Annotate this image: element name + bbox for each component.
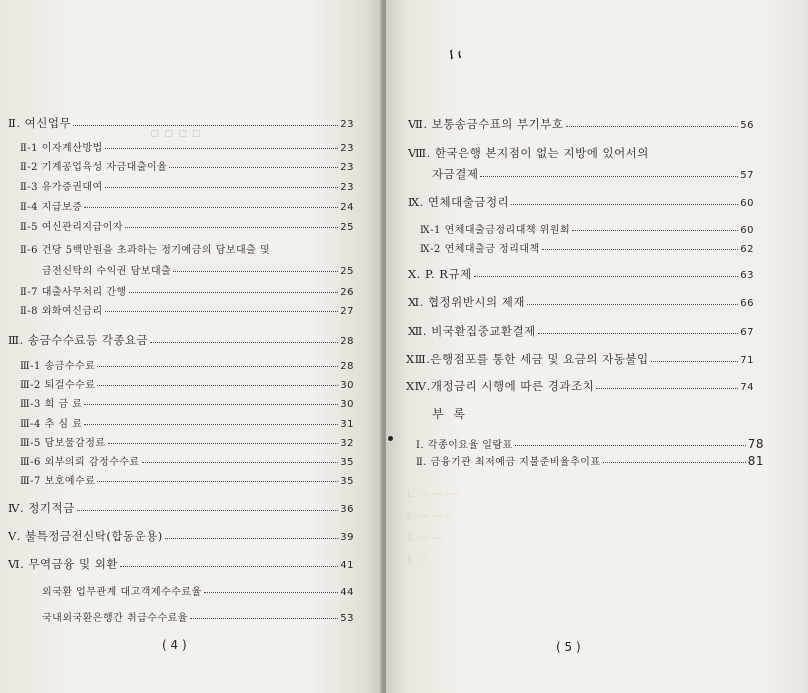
leader-dots <box>120 566 338 567</box>
leader-dots <box>572 230 738 231</box>
toc-entry-page: 57 <box>740 170 754 181</box>
appendix-heading: 부 록 <box>432 407 468 421</box>
bleed-through-text: 2. ···· ···· ·· <box>406 512 452 522</box>
toc-entry-page: 30 <box>340 380 354 391</box>
leader-dots <box>129 292 339 293</box>
toc-entry-title: Ⅱ-5 여신관리지급이자 <box>20 222 123 233</box>
leader-dots <box>84 404 338 405</box>
toc-entry <box>20 453 354 468</box>
left-page-number: ( 4 ) <box>162 638 187 652</box>
toc-entry-title: Ⅲ. 송금수수료등 각종요금 <box>8 333 149 347</box>
toc-entry-page: 60 <box>740 198 754 209</box>
toc-entry <box>20 158 354 173</box>
toc-entry-page: 26 <box>340 287 354 298</box>
toc-entry <box>20 283 354 298</box>
toc-entry-page: 23 <box>340 182 354 193</box>
appendix-entry <box>416 453 764 468</box>
toc-entry-page: 56 <box>740 120 754 131</box>
toc-entry-title: Ⅲ-2 퇴걸수수료 <box>20 380 96 391</box>
toc-entry <box>20 139 354 154</box>
toc-entry-title: XⅣ.개정금리 시행에 따른 경과조치 <box>406 379 595 393</box>
toc-entry <box>408 194 754 210</box>
leader-dots <box>84 424 338 425</box>
toc-entry <box>20 434 354 449</box>
toc-entry <box>42 262 354 277</box>
leader-dots <box>566 126 739 127</box>
right-page-number: ( 5 ) <box>556 640 581 654</box>
toc-entry <box>20 241 354 256</box>
toc-entry-page: 41 <box>340 560 354 571</box>
leader-dots <box>596 388 738 389</box>
toc-entry <box>420 221 754 236</box>
toc-entry-title: Ⅲ-6 외부의뢰 감정수수료 <box>20 457 140 468</box>
toc-entry-title: 자금결제 <box>432 167 479 181</box>
toc-entry-title: Ⅱ-1 이자계산방법 <box>20 143 103 154</box>
toc-entry-title: Ⅹ. P. R규제 <box>408 267 472 281</box>
toc-entry <box>42 583 354 598</box>
leader-dots <box>97 481 338 482</box>
toc-entry-page: 62 <box>740 244 754 255</box>
toc-entry <box>20 178 354 193</box>
toc-entry-title: Ⅺ. 협정위반시의 제재 <box>408 295 525 309</box>
appendix-entry-title: Ⅰ. 각종이요율 일람표 <box>416 440 513 451</box>
toc-entry-page: 24 <box>340 202 354 213</box>
leader-dots <box>84 207 338 208</box>
toc-entry <box>408 116 754 132</box>
toc-entry-page: 71 <box>740 355 754 366</box>
toc-entry <box>8 528 354 544</box>
toc-entry-title: Ⅱ-2 기계공업육성 자금대출이율 <box>20 162 168 173</box>
toc-entry-page: 35 <box>340 476 354 487</box>
toc-entry-page: 67 <box>740 327 754 338</box>
ink-mark: ﾆ <box>443 49 468 60</box>
leader-dots <box>165 538 338 539</box>
toc-entry <box>20 395 354 410</box>
toc-entry-title: Ⅱ-4 지급보증 <box>20 202 83 213</box>
leader-dots <box>169 167 338 168</box>
toc-entry-title: 외국환 업무관계 대고객제수수료율 <box>42 587 202 598</box>
leader-dots <box>538 333 739 334</box>
bleed-through-text: 4. ···· ·· <box>406 556 438 566</box>
right-page <box>386 0 808 693</box>
toc-entry <box>406 351 754 367</box>
leader-dots <box>105 311 339 312</box>
leader-dots <box>105 187 339 188</box>
toc-entry <box>42 609 354 624</box>
toc-entry-title: Ⅴ. 불특정금전신탁(합동운용) <box>8 529 163 543</box>
toc-entry <box>20 376 354 391</box>
toc-entry-page: 32 <box>340 438 354 449</box>
toc-entry <box>20 218 354 233</box>
toc-entry-page: 28 <box>340 361 354 372</box>
toc-entry-page: 63 <box>740 270 754 281</box>
leader-dots <box>125 227 338 228</box>
leader-dots <box>651 361 739 362</box>
toc-entry <box>8 556 354 572</box>
appendix-entry-page: 81 <box>747 454 764 468</box>
toc-entry-title: Ⅵ. 무역금융 및 외환 <box>8 557 118 571</box>
leader-dots <box>142 462 339 463</box>
toc-entry-page: 74 <box>740 382 754 393</box>
leader-dots <box>97 366 338 367</box>
leader-dots <box>527 304 738 305</box>
toc-entry <box>408 323 754 339</box>
leader-dots <box>73 125 338 126</box>
toc-entry-page: 25 <box>340 266 354 277</box>
toc-entry-title: Ⅱ. 여신업무 <box>8 116 72 130</box>
toc-entry-title: Ⅸ-1 연체대출금정리대책 위원회 <box>420 225 571 236</box>
toc-entry-title: Ⅱ-7 대출사무처리 간행 <box>20 287 127 298</box>
toc-entry-page: 25 <box>340 222 354 233</box>
toc-entry-page: 31 <box>340 419 354 430</box>
leader-dots <box>97 385 338 386</box>
toc-entry-title: Ⅶ. 보통송금수표의 부기부호 <box>408 117 564 131</box>
toc-entry-page: 53 <box>340 613 354 624</box>
toc-entry-title: Ⅸ-2 연체대출금 정리대책 <box>420 244 540 255</box>
toc-entry-title: Ⅲ-4 추 심 료 <box>20 419 83 430</box>
leader-dots <box>108 443 339 444</box>
toc-entry-title: XⅢ.은행점포를 통한 세금 및 요금의 자동불입 <box>406 352 649 366</box>
toc-entry-title: Ⅻ. 비국환집중교환결제 <box>408 324 536 338</box>
toc-entry-page: 36 <box>340 504 354 515</box>
toc-entry-title: Ⅸ. 연체대출금정리 <box>408 195 510 209</box>
toc-entry-title: 금전신탁의 수익권 담보대출 <box>42 266 172 277</box>
toc-entry <box>20 302 354 317</box>
toc-entry <box>432 166 754 182</box>
toc-entry-title: Ⅲ-1 송금수수료 <box>20 361 96 372</box>
toc-entry <box>20 472 354 487</box>
toc-entry-page: 27 <box>340 306 354 317</box>
toc-entry-page: 28 <box>340 336 354 347</box>
toc-entry-title: Ⅲ-3 희 금 료 <box>20 399 83 410</box>
toc-entry-page: 60 <box>740 225 754 236</box>
leader-dots <box>173 271 338 272</box>
toc-entry-title: 국내외국환은행간 취급수수료율 <box>42 613 188 624</box>
toc-entry <box>408 266 754 282</box>
bleed-through-text: ▫ ▫ ▫ ▫ <box>150 125 202 141</box>
toc-entry-title: Ⅱ-6 건당 5백만원을 초과하는 정기예금의 담보대출 및 <box>20 245 271 256</box>
leader-dots <box>190 618 338 619</box>
leader-dots <box>511 204 738 205</box>
toc-entry <box>420 240 754 255</box>
leader-dots <box>150 342 338 343</box>
toc-entry-page: 30 <box>340 399 354 410</box>
toc-entry-title: Ⅳ. 정기적금 <box>8 501 75 515</box>
leader-dots <box>542 249 739 250</box>
toc-entry-page: 23 <box>340 162 354 173</box>
toc-entry <box>20 357 354 372</box>
leader-dots <box>480 176 738 177</box>
toc-entry-page: 44 <box>340 587 354 598</box>
toc-entry-title: Ⅱ-8 외화여신금리 <box>20 306 103 317</box>
toc-entry-title: Ⅲ-7 보호예수료 <box>20 476 96 487</box>
toc-entry <box>8 332 354 348</box>
toc-entry-page: 66 <box>740 298 754 309</box>
bleed-through-text: 1. ···· ···· ···· <box>406 490 458 500</box>
toc-entry-title: Ⅲ-5 담보물감정료 <box>20 438 106 449</box>
toc-entry-title: Ⅱ-3 유가증권대여 <box>20 182 103 193</box>
appendix-entry <box>416 436 764 451</box>
toc-entry-page: 23 <box>340 119 354 130</box>
toc-entry-page: 35 <box>340 457 354 468</box>
bleed-through-text: 3. ···· ···· <box>406 534 444 544</box>
toc-entry-page: 39 <box>340 532 354 543</box>
leader-dots <box>204 592 339 593</box>
toc-entry <box>20 198 354 213</box>
toc-entry-page: 23 <box>340 143 354 154</box>
toc-entry-title: Ⅷ. 한국은행 본지점이 없는 지방에 있어서의 <box>408 146 649 160</box>
leader-dots <box>515 445 746 446</box>
toc-entry <box>20 415 354 430</box>
leader-dots <box>603 462 746 463</box>
toc-entry <box>408 294 754 310</box>
toc-entry <box>406 378 754 394</box>
toc-entry <box>408 145 754 161</box>
toc-entry <box>8 115 354 131</box>
leader-dots <box>77 510 339 511</box>
toc-entry <box>8 500 354 516</box>
leader-dots <box>474 276 739 277</box>
appendix-entry-page: 78 <box>747 437 764 451</box>
leader-dots <box>105 148 339 149</box>
appendix-entry-title: Ⅱ. 금융기관 최저예금 지불준비율추이표 <box>416 457 601 468</box>
ink-dot <box>388 436 393 441</box>
